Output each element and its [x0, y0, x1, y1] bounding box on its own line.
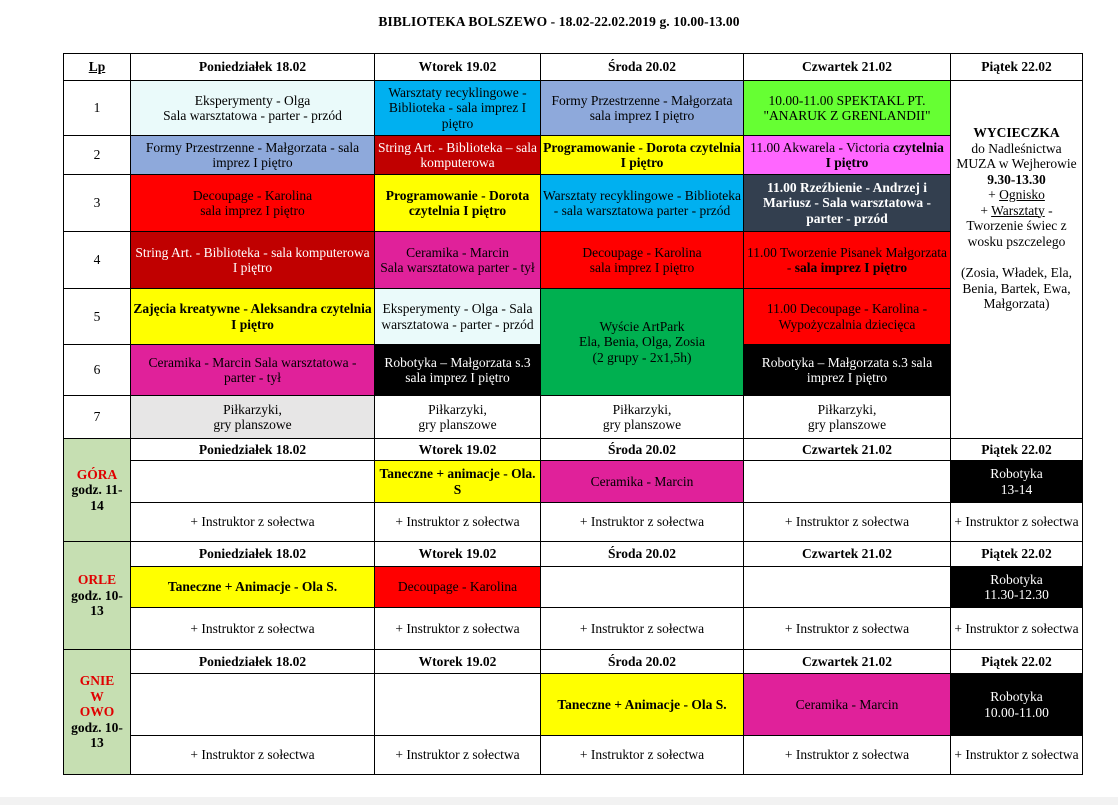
- cell-wed: [541, 567, 744, 608]
- instructor-row: [64, 608, 1083, 650]
- table-row: [64, 567, 1083, 608]
- table-row: [64, 232, 1083, 289]
- cell-tue: Warsztaty recyklingowe - Biblioteka - sala imprez I piętro: [375, 81, 541, 136]
- day-header-wed: Środa 20.02: [541, 439, 744, 461]
- location-orle: ORLE godz. 10-13: [64, 542, 131, 650]
- row-number: 4: [64, 232, 131, 289]
- header-row: [64, 54, 1083, 81]
- cell-wed: Piłkarzyki, gry planszowe: [541, 396, 744, 439]
- cell-thu: 11.00 Decoupage - Karolina - Wypożyczalnia dziecięca: [744, 289, 951, 345]
- cell-tue: String Art. - Biblioteka – sala komputerowa: [375, 136, 541, 175]
- cell-tue: Piłkarzyki, gry planszowe: [375, 396, 541, 439]
- cell-mon: Taneczne + Animacje - Ola S.: [131, 567, 375, 608]
- instructor-cell: + Instruktor z sołectwa: [131, 503, 375, 542]
- cell-thu: 10.00-11.00 SPEKTAKL PT. "ANARUK Z GRENLANDII": [744, 81, 951, 136]
- cell-wed: Taneczne + Animacje - Ola S.: [541, 674, 744, 736]
- day-header-fri: Piątek 22.02: [951, 439, 1083, 461]
- cell-thu: 11.00 Akwarela - Victoria czytelnia I piętro: [744, 136, 951, 175]
- row-number: 7: [64, 396, 131, 439]
- instructor-cell: + Instruktor z sołectwa: [744, 503, 951, 542]
- instructor-cell: + Instruktor z sołectwa: [375, 608, 541, 650]
- day-header-fri: Piątek 22.02: [951, 542, 1083, 567]
- day-header-wed: Środa 20.02: [541, 650, 744, 674]
- cell-thu: Ceramika - Marcin: [744, 674, 951, 736]
- day-header-mon: Poniedziałek 18.02: [131, 650, 375, 674]
- instructor-cell: + Instruktor z sołectwa: [375, 503, 541, 542]
- instructor-cell: + Instruktor z sołectwa: [744, 608, 951, 650]
- cell-mon: Formy Przestrzenne - Małgorzata - sala imprez I piętro: [131, 136, 375, 175]
- row-number: 6: [64, 345, 131, 396]
- cell-wed: Programowanie - Dorota czytelnia I piętro: [541, 136, 744, 175]
- cell-mon: Decoupage - Karolina sala imprez I piętro: [131, 175, 375, 232]
- day-header-tue: Wtorek 19.02: [375, 54, 541, 81]
- day-header-mon: Poniedziałek 18.02: [131, 439, 375, 461]
- row-number: 2: [64, 136, 131, 175]
- instructor-cell: + Instruktor z sołectwa: [541, 608, 744, 650]
- day-header-mon: Poniedziałek 18.02: [131, 542, 375, 567]
- table-row: [64, 461, 1083, 503]
- cell-thu: Piłkarzyki, gry planszowe: [744, 396, 951, 439]
- instructor-cell: + Instruktor z sołectwa: [951, 503, 1083, 542]
- instructor-cell: + Instruktor z sołectwa: [951, 608, 1083, 650]
- cell-wed: Wyście ArtPark Ela, Benia, Olga, Zosia (2 grupy - 2x1,5h): [541, 289, 744, 396]
- row-number: 3: [64, 175, 131, 232]
- cell-mon: [131, 461, 375, 503]
- orle-header-row: [64, 542, 1083, 567]
- day-header-wed: Środa 20.02: [541, 54, 744, 81]
- trip-workshop: + Warsztaty - Tworzenie świec z wosku pszczelego: [966, 202, 1067, 249]
- cell-tue: Eksperymenty - Olga - Sala warsztatowa - parter - przód: [375, 289, 541, 345]
- row-number: 5: [64, 289, 131, 345]
- cell-wed: Warsztaty recyklingowe - Biblioteka - sala warsztatowa parter - przód: [541, 175, 744, 232]
- cell-mon: Ceramika - Marcin Sala warsztatowa - parter - tył: [131, 345, 375, 396]
- table-row: [64, 674, 1083, 736]
- cell-wed: Ceramika - Marcin: [541, 461, 744, 503]
- row-number: 1: [64, 81, 131, 136]
- instructor-row: [64, 736, 1083, 775]
- table-row: [64, 289, 1083, 345]
- cell-mon: Eksperymenty - Olga Sala warsztatowa - parter - przód: [131, 81, 375, 136]
- instructor-cell: + Instruktor z sołectwa: [744, 736, 951, 775]
- day-header-thu: Czwartek 21.02: [744, 650, 951, 674]
- gniewowo-header-row: [64, 650, 1083, 674]
- day-header-thu: Czwartek 21.02: [744, 439, 951, 461]
- day-header-thu: Czwartek 21.02: [744, 542, 951, 567]
- instructor-cell: + Instruktor z sołectwa: [375, 736, 541, 775]
- trip-people: (Zosia, Władek, Ela, Benia, Bartek, Ewa, Małgorzata): [960, 265, 1073, 311]
- instructor-cell: + Instruktor z sołectwa: [951, 736, 1083, 775]
- gora-header-row: [64, 439, 1083, 461]
- instructor-row: [64, 503, 1083, 542]
- cell-tue: Robotyka – Małgorzata s.3 sala imprez I piętro: [375, 345, 541, 396]
- cell-wed: Decoupage - Karolina sala imprez I piętro: [541, 232, 744, 289]
- cell-mon: Zajęcia kreatywne - Aleksandra czytelnia I piętro: [131, 289, 375, 345]
- table-row: [64, 175, 1083, 232]
- table-row: [64, 136, 1083, 175]
- cell-mon: [131, 674, 375, 736]
- friday-trip-cell: [951, 81, 1083, 439]
- day-header-tue: Wtorek 19.02: [375, 542, 541, 567]
- day-header-tue: Wtorek 19.02: [375, 650, 541, 674]
- cell-thu: Robotyka – Małgorzata s.3 sala imprez I piętro: [744, 345, 951, 396]
- day-header-wed: Środa 20.02: [541, 542, 744, 567]
- cell-fri: Robotyka 13-14: [951, 461, 1083, 503]
- cell-thu: 11.00 Tworzenie Pisanek Małgorzata - sala imprez I piętro: [744, 232, 951, 289]
- trip-bonfire: + Ognisko: [988, 187, 1045, 202]
- location-gora: GÓRA godz. 11-14: [64, 439, 131, 542]
- lp-header: Lp: [64, 54, 131, 81]
- cell-tue: Decoupage - Karolina: [375, 567, 541, 608]
- trip-time: 9.30-13.30: [987, 171, 1046, 187]
- day-header-tue: Wtorek 19.02: [375, 439, 541, 461]
- page-title: BIBLIOTEKA BOLSZEWO - 18.02-22.02.2019 g. 10.00-13.00: [378, 14, 740, 29]
- cell-tue: [375, 674, 541, 736]
- instructor-cell: + Instruktor z sołectwa: [541, 736, 744, 775]
- cell-mon: Piłkarzyki, gry planszowe: [131, 396, 375, 439]
- cell-tue: Taneczne + animacje - Ola. S: [375, 461, 541, 503]
- table-row: [64, 81, 1083, 136]
- instructor-cell: + Instruktor z sołectwa: [131, 736, 375, 775]
- cell-fri: Robotyka 11.30-12.30: [951, 567, 1083, 608]
- day-header-fri: Piątek 22.02: [951, 650, 1083, 674]
- cell-tue: Programowanie - Dorota czytelnia I piętro: [375, 175, 541, 232]
- schedule-table: [63, 53, 1083, 775]
- page-bottom-edge: [0, 797, 1118, 805]
- cell-tue: Ceramika - Marcin Sala warsztatowa parter - tył: [375, 232, 541, 289]
- trip-destination: do Nadleśnictwa MUZA w Wejherowie: [956, 140, 1077, 171]
- cell-mon: String Art. - Biblioteka - sala komputerowa I piętro: [131, 232, 375, 289]
- cell-thu: [744, 461, 951, 503]
- table-row: [64, 396, 1083, 439]
- cell-wed: Formy Przestrzenne - Małgorzata sala imprez I piętro: [541, 81, 744, 136]
- trip-title: WYCIECZKA: [973, 125, 1060, 140]
- cell-thu: [744, 567, 951, 608]
- cell-thu: 11.00 Rzeźbienie - Andrzej i Mariusz - Sala warsztatowa - parter - przód: [744, 175, 951, 232]
- cell-fri: Robotyka 10.00-11.00: [951, 674, 1083, 736]
- instructor-cell: + Instruktor z sołectwa: [541, 503, 744, 542]
- instructor-cell: + Instruktor z sołectwa: [131, 608, 375, 650]
- location-gniewowo: GNIEW OWO godz. 10-13: [64, 650, 131, 775]
- day-header-mon: Poniedziałek 18.02: [131, 54, 375, 81]
- day-header-fri: Piątek 22.02: [951, 54, 1083, 81]
- day-header-thu: Czwartek 21.02: [744, 54, 951, 81]
